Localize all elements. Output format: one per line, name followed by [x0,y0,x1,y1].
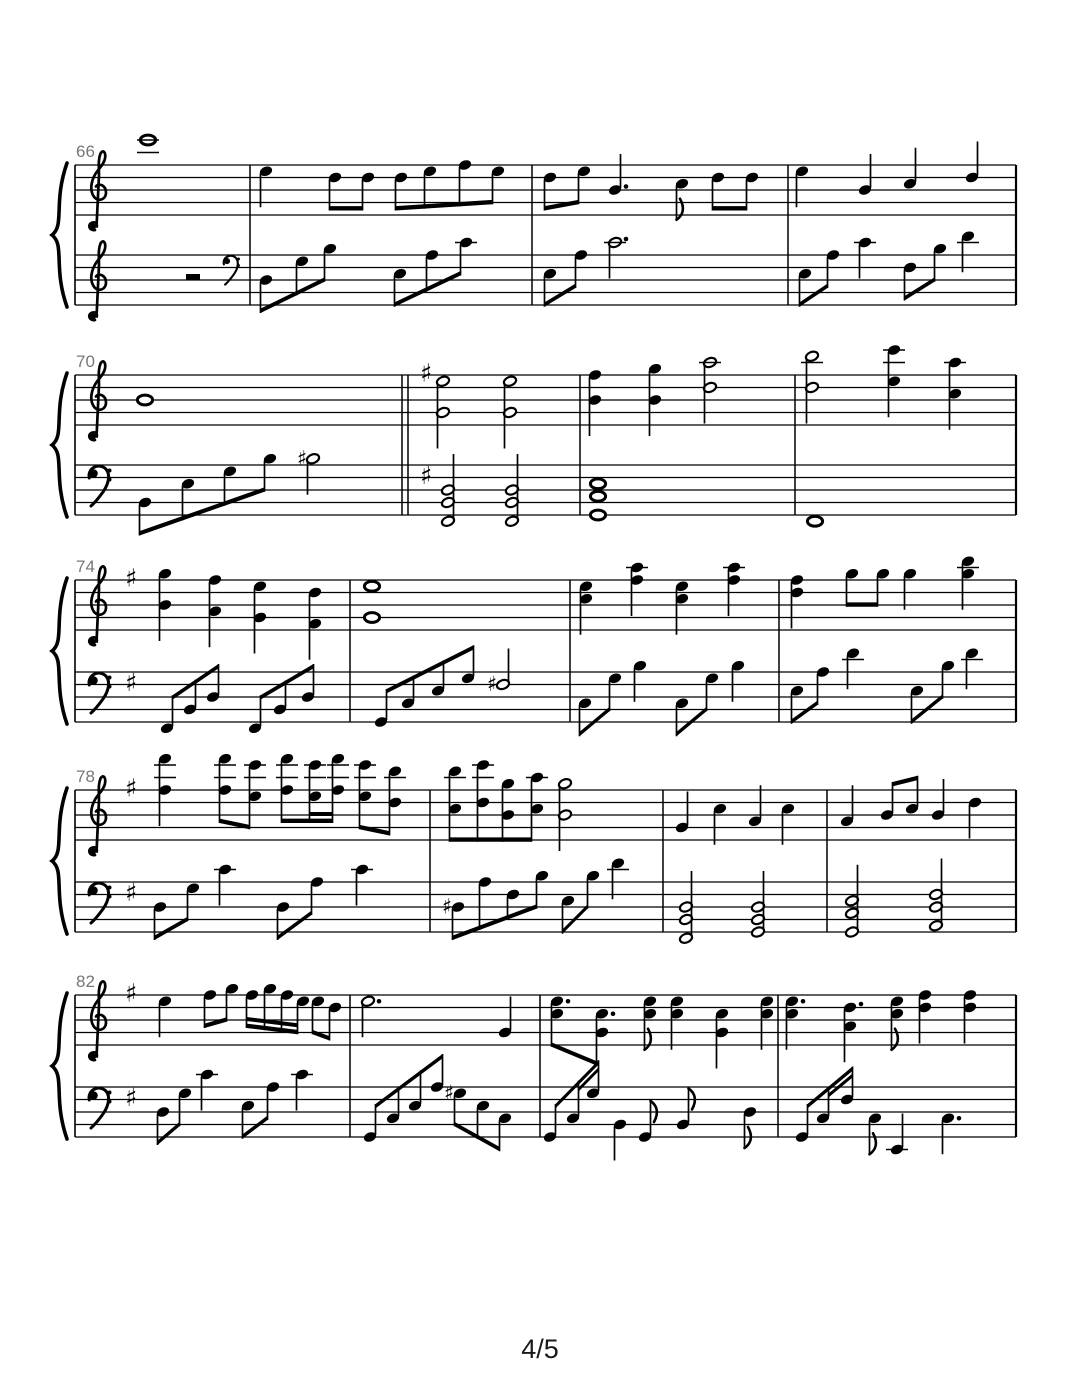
whole-note-head [137,395,152,405]
whole-note-head [590,479,605,489]
beam [313,1030,330,1041]
bass-clef-icon [89,466,111,506]
beam [450,837,532,841]
treble-clef-dot [90,638,96,644]
bass-clef-dot [108,478,112,482]
bass-clef-dot [108,1100,112,1104]
augmentation-dot [859,1002,864,1007]
system-brace [52,578,67,724]
beam [545,200,579,211]
sharp-accidental: ♯ [487,672,498,696]
sharp-accidental: ♯ [125,563,138,593]
whole-note-head [364,581,379,591]
measure-number: 70 [76,352,95,371]
beam [893,776,918,787]
sharp-accidental: ♯ [420,358,433,388]
beam [243,1116,268,1139]
page-number: 4/5 [521,1334,559,1364]
bass-clef-dot [108,1091,112,1095]
treble-clef-dot [90,223,96,229]
bass-clef-dot [237,258,240,261]
treble-clef-icon [89,361,106,440]
beam [140,487,265,535]
whole-note-head [590,510,605,520]
treble-clef-stroke [89,361,106,440]
bass-clef-dot [108,895,112,899]
beam [552,1042,597,1065]
treble-clef-dot [90,1053,96,1059]
beam [395,271,461,307]
sharp-accidental: ♯ [125,1083,138,1112]
treble-clef-icon [89,151,106,230]
whole-note-head [590,491,605,501]
treble-clef-icon [89,566,106,645]
bass-clef-dot [108,676,112,680]
beam [905,277,935,300]
treble-clef-stroke [89,566,106,645]
beam [713,206,747,210]
beam [205,1017,227,1028]
beam [360,825,390,836]
system-brace [52,163,67,307]
measure-number: 66 [76,142,95,161]
beam [800,284,828,307]
treble-clef-stroke [89,241,106,320]
measure-number: 78 [76,767,95,786]
sharp-accidental: ♯ [442,894,453,919]
sharp-accidental: ♯ [125,978,138,1008]
beam [545,284,576,307]
measure-number: 82 [76,972,95,991]
bass-clef-icon [89,883,111,923]
augmentation-dot [611,1011,616,1016]
beam [396,200,493,211]
beam [556,1060,599,1108]
beam [282,819,333,823]
sharp-accidental: ♯ [125,773,138,803]
sharp-accidental: ♯ [125,878,138,907]
beam [453,904,537,940]
treble-clef-dot [90,433,96,439]
treble-clef-dot [90,313,96,319]
half-rest [186,274,200,280]
treble-clef-icon [89,776,106,855]
treble-clef-stroke [89,981,106,1060]
augmentation-dot [624,184,629,189]
bass-clef-dot [108,469,112,473]
bass-clef-icon [89,1088,111,1128]
beam [387,645,474,693]
bass-clef-dot [108,886,112,890]
treble-clef-stroke [89,151,106,230]
sharp-accidental: ♯ [444,1080,455,1105]
whole-note-head [364,613,379,623]
beam [376,1054,443,1108]
beam [278,911,312,940]
treble-clef-icon [89,981,106,1060]
treble-clef-stroke [89,776,106,855]
sharp-accidental: ♯ [420,461,433,490]
whole-note-head [807,516,822,526]
system-brace [52,993,67,1139]
beam [792,701,818,724]
treble-clef-icon [89,241,106,320]
augmentation-dot [566,999,571,1004]
system-brace [52,788,67,934]
beam [155,917,188,940]
beam [158,1122,180,1145]
measure-number: 74 [76,557,95,576]
beam [847,602,878,606]
bass-clef-dot [237,264,240,267]
beam [330,206,363,210]
treble-clef-dot [90,848,96,854]
bass-clef-dot [108,685,112,689]
augmentation-dot [801,999,806,1004]
augmentation-dot [377,999,382,1004]
bass-clef-icon [89,673,111,713]
sharp-accidental: ♯ [297,446,308,471]
augmentation-dot [624,237,629,242]
sharp-accidental: ♯ [125,668,138,697]
system-brace [52,373,67,517]
sub-beam [310,812,333,816]
augmentation-dot [957,1116,962,1121]
